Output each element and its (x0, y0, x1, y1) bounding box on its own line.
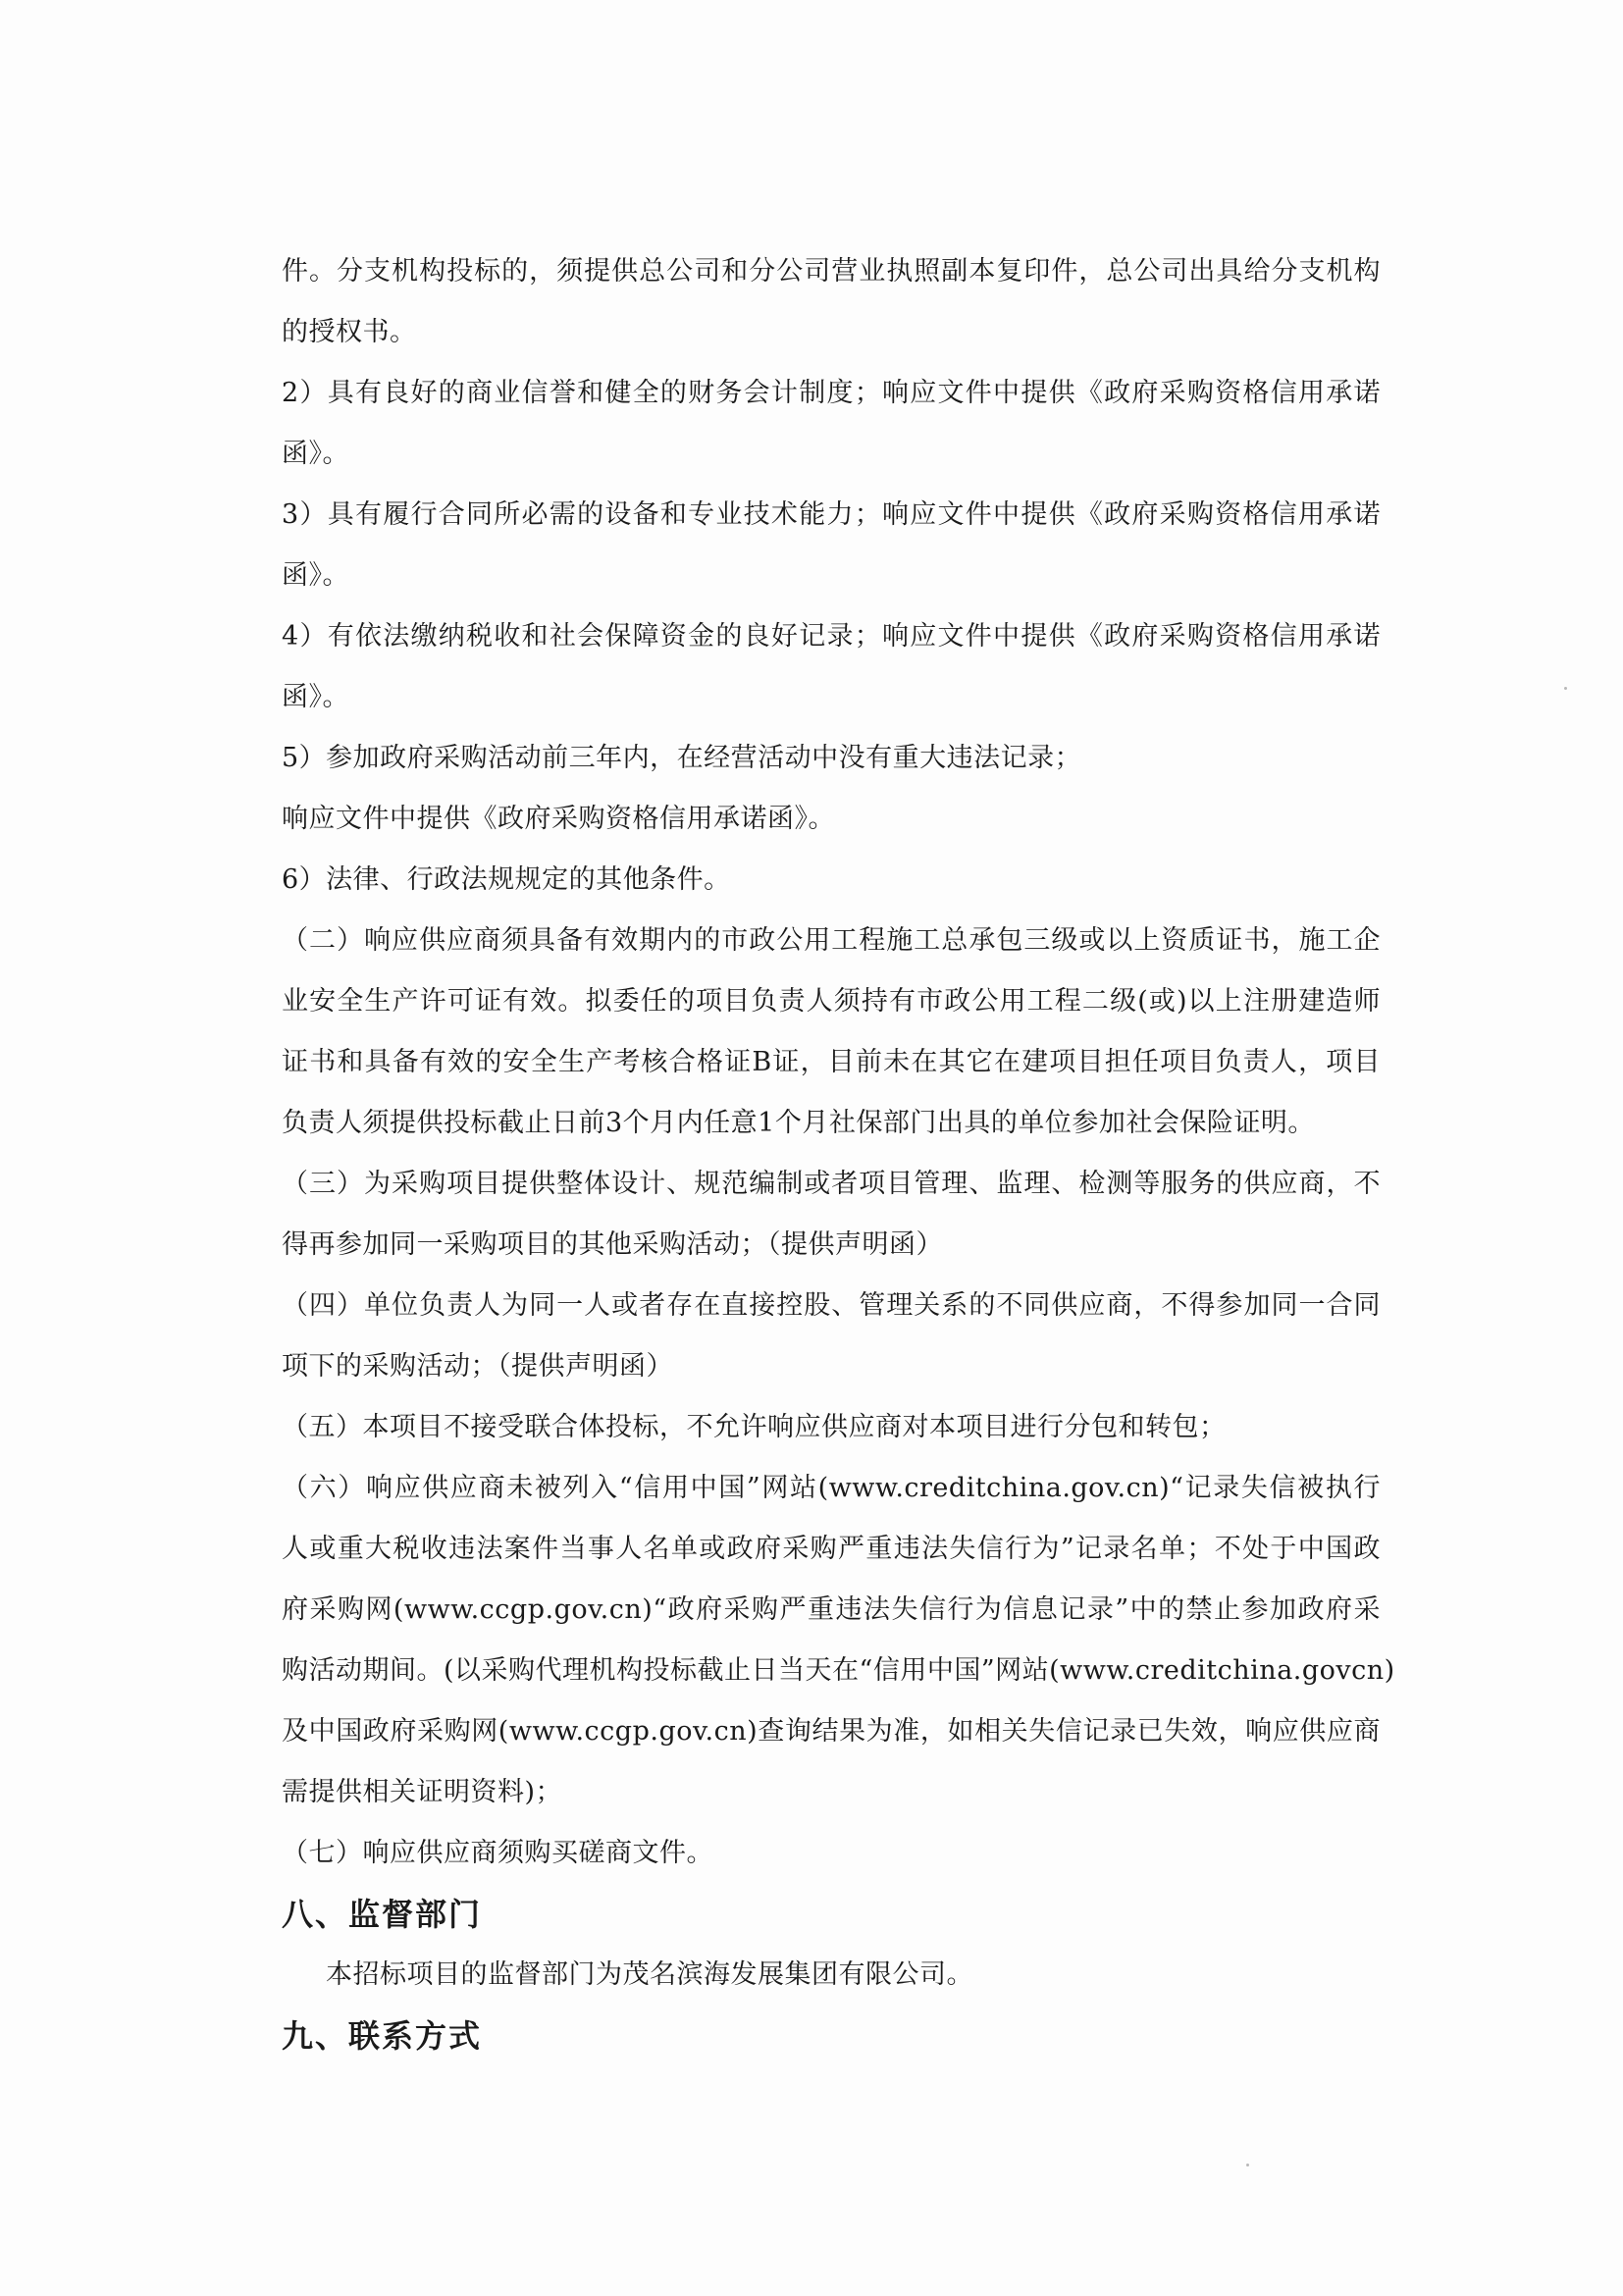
section-heading-contact: 九、联系方式 (282, 2017, 483, 2055)
text-line: 人或重大税收违法案件当事人名单或政府采购严重违法失信行为”记录名单；不处于中国政 (282, 1534, 1381, 1564)
text-line: （五）本项目不接受联合体投标，不允许响应供应商对本项目进行分包和转包； (282, 1412, 1227, 1442)
text-line: 证书和具备有效的安全生产考核合格证B证，目前未在其它在建项目担任项目负责人，项目 (282, 1047, 1381, 1077)
text-line: 函》。 (282, 560, 349, 591)
section-heading-supervision: 八、监督部门 (282, 1896, 483, 1933)
text-line: 得再参加同一采购项目的其他采购活动；（提供声明函） (282, 1229, 943, 1260)
text-line: （四）单位负责人为同一人或者存在直接控股、管理关系的不同供应商，不得参加同一合同 (282, 1290, 1381, 1321)
text-line: 响应文件中提供《政府采购资格信用承诺函》。 (282, 804, 835, 834)
text-line: 函》。 (282, 439, 349, 469)
text-line: （六）响应供应商未被列入“信用中国”网站(www.creditchina.gov.cn)“记录失信被执行 (282, 1473, 1381, 1503)
text-line: 府采购网(www.ccgp.gov.cn)“政府采购严重违法失信行为信息记录”中的禁止参加政府采 (282, 1594, 1381, 1625)
supervision-text: 本招标项目的监督部门为茂名滨海发展集团有限公司。 (326, 1959, 973, 1990)
text-line: 购活动期间。(以采购代理机构投标截止日当天在“信用中国”网站(www.creditchina.govcn) (282, 1655, 1395, 1686)
text-line: （三）为采购项目提供整体设计、规范编制或者项目管理、监理、检测等服务的供应商，不 (282, 1169, 1381, 1199)
text-line: 及中国政府采购网(www.ccgp.gov.cn)查询结果为准，如相关失信记录已失效，响应供应商 (282, 1716, 1381, 1747)
text-line: 需提供相关证明资料)； (282, 1777, 563, 1807)
text-line: 负责人须提供投标截止日前3个月内任意1个月社保部门出具的单位参加社会保险证明。 (282, 1108, 1315, 1138)
scan-speck (1564, 687, 1567, 690)
text-line: 5）参加政府采购活动前三年内，在经营活动中没有重大违法记录； (282, 743, 1082, 773)
text-line: 函》。 (282, 682, 349, 712)
scan-speck (1246, 2164, 1249, 2166)
text-line: （二）响应供应商须具备有效期内的市政公用工程施工总承包三级或以上资质证书，施工企 (282, 925, 1381, 956)
text-line: 6）法律、行政法规规定的其他条件。 (282, 864, 731, 895)
text-line: （七）响应供应商须购买磋商文件。 (282, 1838, 713, 1868)
document-body (282, 241, 1395, 2066)
text-line: 业安全生产许可证有效。拟委任的项目负责人须持有市政公用工程二级(或)以上注册建造师 (282, 986, 1381, 1017)
text-line: 4）有依法缴纳税收和社会保障资金的良好记录；响应文件中提供《政府采购资格信用承诺 (282, 621, 1381, 652)
text-line: 2）具有良好的商业信誉和健全的财务会计制度；响应文件中提供《政府采购资格信用承诺 (282, 378, 1381, 408)
text-line: 项下的采购活动；（提供声明函） (282, 1351, 673, 1382)
text-line: 件。分支机构投标的，须提供总公司和分公司营业执照副本复印件，总公司出具给分支机构 (282, 256, 1381, 287)
text-line: 的授权书。 (282, 317, 417, 347)
text-line: 3）具有履行合同所必需的设备和专业技术能力；响应文件中提供《政府采购资格信用承诺 (282, 499, 1381, 530)
